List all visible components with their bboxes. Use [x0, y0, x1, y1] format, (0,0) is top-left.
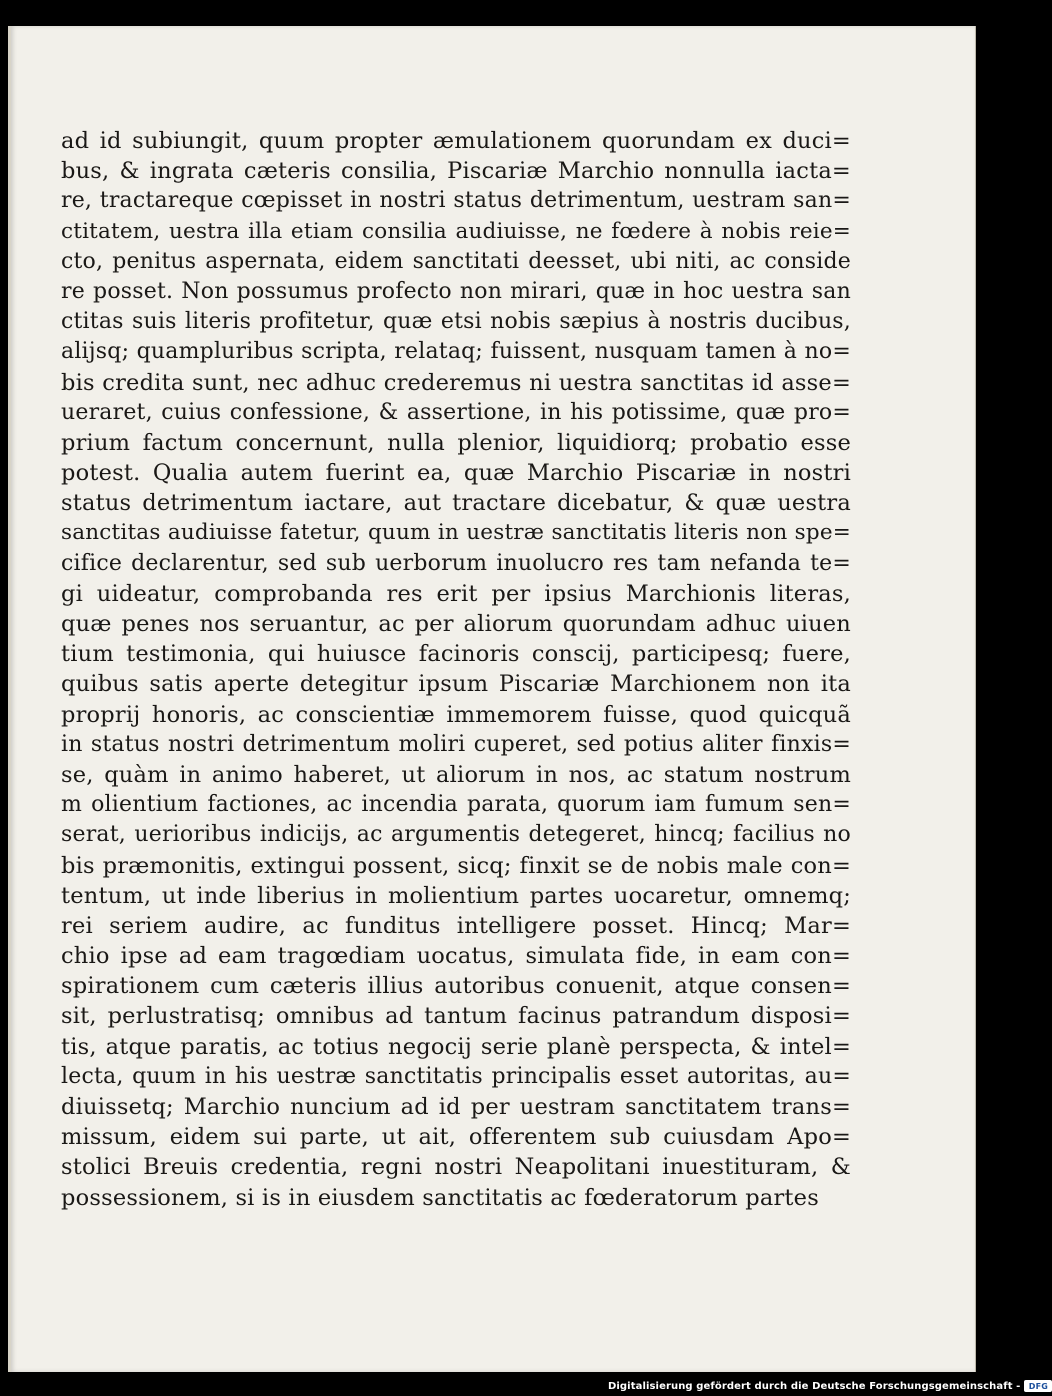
funding-credit — [608, 1379, 1052, 1393]
text-line: serat, uerioribus indicijs, ac argumentis detegeret, hincq; facilius no — [61, 822, 851, 848]
dfg-logo-label: DFG — [1028, 1381, 1049, 1391]
text-line: re posset. Non possumus profecto non mirari, quæ in hoc uestra san — [61, 278, 851, 304]
text-line: ctitatem, uestra illa etiam consilia audiuisse, ne fœdere à nobis reie= — [61, 218, 851, 244]
text-line: bis credita sunt, nec adhuc crederemus ni uestra sanctitas id asse= — [61, 369, 851, 396]
text-line: potest. Qualia autem fuerint ea, quæ Marchio Piscariæ in nostri — [61, 460, 851, 487]
text-line: ad id subiungit, quum propter æmulationem quorundam ex duci= — [61, 128, 851, 154]
text-line: m olientium factiones, ac incendia parata, quorum iam fumum sen= — [61, 792, 851, 818]
text-line: prium factum concernunt, nulla plenior, liquidiorq; probatio esse — [61, 429, 851, 456]
dfg-logo-icon — [1024, 1380, 1052, 1392]
text-line: se, quàm in animo haberet, ut aliorum in nos, ac statum nostrum — [61, 761, 851, 788]
text-line: lecta, quum in his uestræ sanctitatis principalis esset autoritas, au= — [61, 1063, 851, 1089]
text-line: alijsq; quampluribus scripta, relataq; fuissent, nusquam tamen à no= — [61, 339, 851, 365]
text-line: sanctitas audiuisse fatetur, quum in uestræ sanctitatis literis non spe= — [61, 520, 851, 546]
text-line: stolici Breuis credentia, regni nostri Neapolitani inuestituram, & — [61, 1154, 851, 1181]
text-line: cto, penitus aspernata, eidem sanctitati deesset, ubi niti, ac conside — [61, 248, 851, 274]
text-line: chio ipse ad eam tragœdiam uocatus, simulata fide, in eam con= — [61, 943, 851, 970]
text-line: gi uideatur, comprobanda res erit per ipsius Marchionis literas, — [61, 580, 851, 607]
text-line: ueraret, cuius confessione, & assertione, in his potissime, quæ pro= — [61, 399, 851, 425]
book-page — [8, 26, 976, 1372]
text-line: tentum, ut inde liberius in molientium partes uocaretur, omnemq; — [61, 882, 851, 909]
text-line: bus, & ingrata cæteris consilia, Piscariæ Marchio nonnulla iacta= — [61, 158, 851, 185]
funding-credit-text: Digitalisierung gefördert durch die Deutsche Forschungsgemeinschaft - — [608, 1380, 1021, 1392]
text-line: re, tractareque cœpisset in nostri status detrimentum, uestram san= — [61, 188, 851, 214]
body-text — [61, 126, 851, 1213]
text-line: cifice declarentur, sed sub uerborum inuolucro res tam nefanda te= — [61, 550, 851, 576]
text-line: tis, atque paratis, ac totius negocij serie planè perspecta, & intel= — [61, 1033, 851, 1060]
text-line: rei seriem audire, ac funditus intelligere posset. Hincq; Mar= — [61, 912, 851, 939]
text-line: ctitas suis literis profitetur, quæ etsi nobis sæpius à nostris ducibus, — [61, 309, 851, 335]
text-line: quæ penes nos seruantur, ac per aliorum quorundam adhuc uiuen — [61, 611, 851, 637]
text-line: status detrimentum iactare, aut tractare dicebatur, & quæ uestra — [61, 490, 851, 517]
text-line: sit, perlustratisq; omnibus ad tantum facinus patrandum disposi= — [61, 1003, 851, 1030]
text-line: diuissetq; Marchio nuncium ad id per uestram sanctitatem trans= — [61, 1094, 851, 1120]
text-line: missum, eidem sui parte, ut ait, offerentem sub cuiusdam Apo= — [61, 1124, 851, 1151]
text-line: proprij honoris, ac conscientiæ immemorem fuisse, quod quicquã — [61, 701, 851, 728]
text-line: spirationem cum cæteris illius autoribus conuenit, atque consen= — [61, 973, 851, 1000]
text-line: bis præmonitis, extingui possent, sicq; finxit se de nobis male con= — [61, 852, 851, 879]
text-line: in status nostri detrimentum moliri cuperet, sed potius aliter finxis= — [61, 731, 851, 757]
text-line: quibus satis aperte detegitur ipsum Piscariæ Marchionem non ita — [61, 671, 851, 698]
text-line: possessionem, si is in eiusdem sanctitatis ac fœderatorum partes — [61, 1184, 819, 1211]
text-line: tium testimonia, qui huiusce facinoris conscij, participesq; fuere, — [61, 641, 851, 668]
